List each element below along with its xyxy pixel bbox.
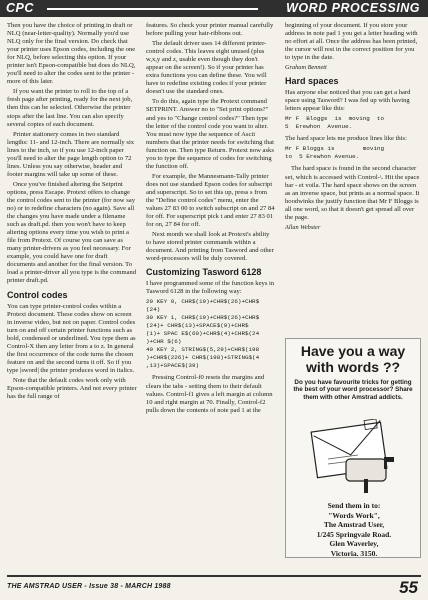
byline: Graham Bennett <box>285 64 327 72</box>
column-3 <box>285 22 421 234</box>
section-label: CPC <box>6 1 34 15</box>
address-line: Victoria. 3150. <box>330 548 378 558</box>
column-2 <box>146 22 276 417</box>
paragraph: Pressing Control-f0 resets the margins and clears the tabs - setting them to their default values. Control-f1 gives a left margin at column 10 and right margin at 70. Finally, Control-f2 pulls down the contents of note pad 1 at the <box>146 374 273 414</box>
ad-title: Have you a way with words ?? <box>300 343 406 375</box>
paragraph: For example, the Mannesmann-Tally printer does not use standard Epson codes for subscript and superscript. So to set this up, press s from the "Define control codes" menu, enter the values 27 83 00 to switch subscript on and 27 84 for off. For superscript pick t and enter 27 83 01 for on, 27 84 for off. <box>146 172 275 229</box>
words-work-ad <box>285 338 421 558</box>
paragraph: If you want the printer to roll to the top of a fresh page after printing, ready for the next job, then this can be selected. Otherwise the printer stops after the last line. You can also specify several copies of each document. <box>7 88 133 128</box>
code-listing: 20 KEY 0, CHR$(19)+CHR$(26)+CHR$ (24) 30 KEY 1, CHR$(19)+CHR$(26)+CHR$ (24)+ CHR$(13)+SPACE$(9)+CHR$ (1)+ SPAC E$(60)+CHR$(4)+CHR$(24 )+CHR $(6) 40 KEY 2, STRING$(5,29)+CHR$(198 )+CHR$(226)+ CHR$(198)+STRING$(4 ,13)+SPACE$(39) <box>146 298 260 370</box>
page-number: 55 <box>399 578 418 597</box>
mailbox-icon <box>346 457 394 493</box>
footer-rule <box>7 575 421 577</box>
address-line: "Words Work", <box>328 510 380 520</box>
envelope-illustration <box>298 419 410 495</box>
paragraph: The hard space lets me produce lines like this: <box>285 135 407 143</box>
section-title: WORD PROCESSING <box>286 1 420 15</box>
paragraph: Then you have the choice of printing in draft or NLQ (near-letter-quality). Normally you'd use NLQ only for the final version. Do check that your printer uses Epson codes, including the one for NLQ, before selecting this option. If your printer isn't Epson-compatible but does do NLQ, you'll need to alter the codes sent to the printer - more of this later. <box>7 22 136 86</box>
paragraph: The hard space is found in the second character set, which is accessed with Control-\. Hit the space bar - et voila. The hard space shows on the screen as an inverse space, but prints as a normal space. It hoodwinks the justify function that Mr F Bloggs is all one word, so that it doesn't get spread all over the page. <box>285 165 420 221</box>
paragraph: Next month we shall look at Protext's ability to have stored printer commands within a document. And printing from Tasword and other word-processors will be duly covered. <box>146 231 274 263</box>
paragraph: I have programmed some of the function keys in Tasword 6128 in the following way: <box>146 280 275 296</box>
example-unjustified: Mr F Bloggs is moving to 5 Erewhon Avenue. <box>285 115 384 131</box>
paragraph: You can type printer-control codes within a Protext document. These codes show on screen in inverse video, but not on paper. Control codes turn on and off certain printer functions such as bold, condensed or underlined. You type them as Control-X then any letter from a to z. In general the first occurrence of the code turns the chosen feature on and the second turns it off. So if you type |sword| the printer produces word in italics. <box>7 302 136 374</box>
paragraph: Has anyone else noticed that you can get a hard space using Tasword? I was fed up with having letters appear like this: <box>285 89 411 113</box>
paragraph: Printer stationery comes in two standard lengths: 11- and 12-inch. There are normally six lines to the inch, so if you use 12-inch paper you'll need to alter the page length option to 72 lines. Unless you say otherwise, header and footer margins will take up some of these. <box>7 130 135 178</box>
paragraph: Once you've finished altering the Setprint options, press Escape. Protext offers to change the control codes sent to the printer (for now say no) or to redefine characters (no again). Save all the changes you have made under a filename such as draft.pd. then you won't have to keep altering options every time you wish to print a file from Protext. Of course you can save as many printer-drivers as you feel necessary. For example, you could have one for draft documents and another for the final version. To load a printer-driver all you type is the command printer draft.pd. <box>7 180 137 285</box>
address-line: Glen Waverley, <box>329 539 379 549</box>
paragraph: features. So check your printer manual carefully before pulling your hair-ribbons out. <box>146 22 274 38</box>
paragraph: The default driver uses 14 different printer-control codes. This leaves eight unused (plus w,x,y and z, usable even though they don't appear on the screen!). So if your printer has extra functions you can define these. You will have to redefine existing codes if your printer doesn't use the standard ones. <box>146 40 267 96</box>
example-hard-space: Mr F Bloggs is moving to 5 Erewhon Avenue. <box>285 145 384 161</box>
paragraph: To do this, again type the Protext command SETPRINT. Answer no to "Set print options?" and yes to "Change control codes?" Then type the letter of the control code you want to alter. You must now type the sequence of Ascii numbers that the printer needs for switching that function on. Then type Return. Protext now asks you to type the sequence of codes for switching the function off. <box>146 98 274 170</box>
header-rule <box>47 8 258 10</box>
address-line: 1/245 Springvale Road. <box>316 529 392 539</box>
footer-issue: THE AMSTRAD USER - Issue 38 - MARCH 1988 <box>7 583 171 590</box>
ad-address <box>286 501 422 559</box>
paragraph: Note that the default codes work only with Epson-compatible printers. And not every printer has the full range of <box>7 376 137 401</box>
address-line: Send them in to: <box>327 501 381 510</box>
paragraph: beginning of your document. If you store your address in note pad 1 you get a letter heading with no effort at all. Once the address has been printed, the cursor will rest in the correct position for you to type in the date. <box>285 22 418 62</box>
page-header <box>0 0 428 17</box>
address-line: The Amstrad User, <box>323 520 385 530</box>
column-1 <box>7 22 137 403</box>
subheading-hard-spaces: Hard spaces <box>285 76 339 87</box>
byline: Allan Webster <box>285 223 321 231</box>
subheading-tasword: Customizing Tasword 6128 <box>146 267 262 278</box>
subheading-control-codes: Control codes <box>7 289 68 300</box>
ad-subtitle: Do you have favourite tricks for getting the best of your word processor? Share them with other Amstrad addicts. <box>293 379 413 401</box>
